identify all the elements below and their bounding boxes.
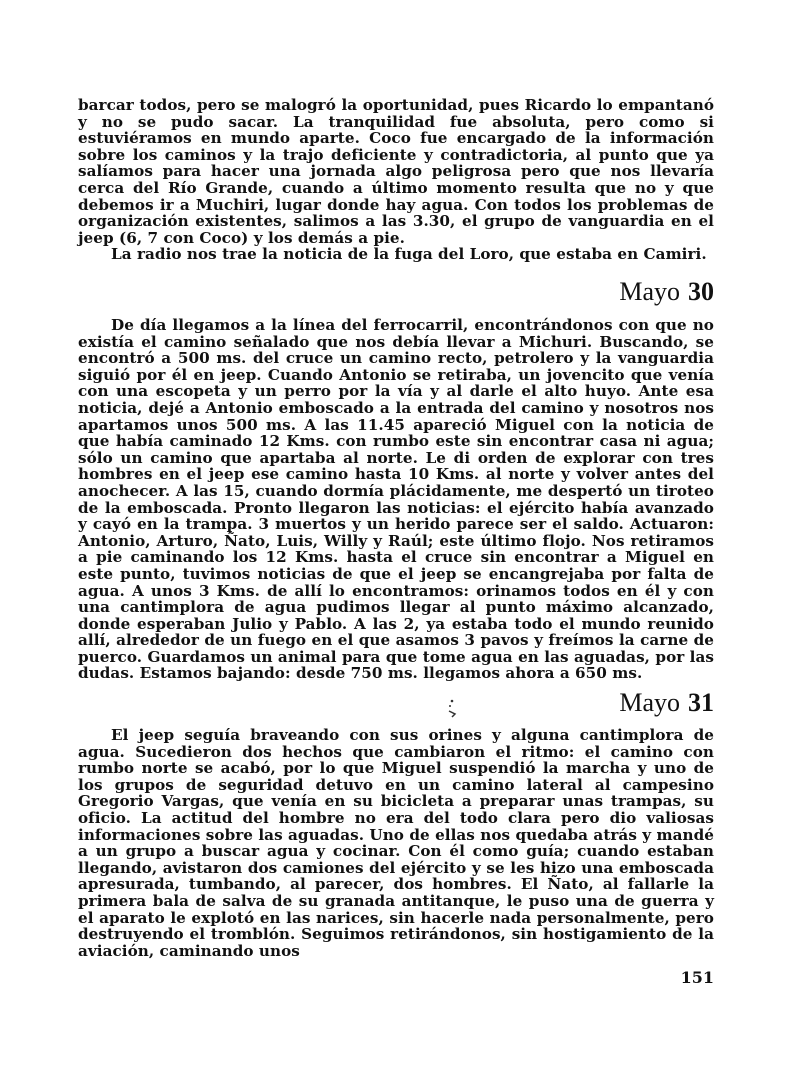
heading-month: Mayo [619,277,680,306]
heading-month: Mayo [619,688,680,717]
intro-paragraph-2: La radio nos trae la noticia de la fuga del Loro, que estaba en Camiri. [111,245,707,264]
entry-text-may-31 [78,727,714,959]
entry-text-may-30 [78,317,714,682]
ink-smudge-icon [446,697,460,719]
entry-heading-may-31 [619,688,714,718]
page-number: 151 [680,968,714,987]
heading-day: 30 [688,277,714,306]
entry-paragraph: El jeep seguía braveando con sus orines y alguna cantimplora de agua. Sucedieron dos hechos que cambiaron el ritmo: el camino con rumbo norte se acabó, por lo que Miguel suspendió la marcha y uno de los grupos de seguridad detuvo en un camino lateral al campesino Gregorio Vargas, que venía en su bicicleta a preparar unas trampas, su oficio. La actitud del hombre no era del todo clara pero dio valiosas informaciones sobre las aguadas. Uno de ellas nos quedaba atrás y mandé a un grupo a buscar agua y cocinar. Con él como guía; cuando estaban llegando, avistaron dos camiones del ejército y se les hizo una emboscada apresurada, tumbando, al parecer, dos hombres. El Ñato, al fallarle la primera bala de salva de su granada antitanque, le puso una de guerra y el aparato le explotó en las narices, sin hacerle nada personalmente, pero destruyendo el tromblón. Seguimos retirándonos, sin hostigamiento de la aviación, caminando unos [78,726,714,960]
intro-paragraph-1: barcar todos, pero se malogró la oportunidad, pues Ricardo lo empantanó y no se pudo sacar. La tranquilidad fue absoluta, pero como si estuviéramos en mundo aparte. Coco fue encargado de la información sobre los caminos y la trajo deficiente y contradictoria, al punto que ya salíamos para hacer una jornada algo peligrosa pero que nos llevaría cerca del Río Grande, cuando a último momento resulta que no y que debemos ir a Muchiri, lugar donde hay agua. Con todos los problemas de organización existentes, salimos a las 3.30, el grupo de vanguardia en el jeep (6, 7 con Coco) y los demás a pie. [78,96,714,247]
entry-paragraph: De día llegamos a la línea del ferrocarril, encontrándonos con que no existía el camino señalado que nos debía llevar a Michuri. Buscando, se encontró a 500 ms. del cruce un camino recto, petrolero y la vanguardia siguió por él en jeep. Cuando Antonio se retiraba, un jovencito que venía con una escopeta y un perro por la vía y al darle el alto huyo. Ante esa noticia, dejé a Antonio emboscado a la entrada del camino y nosotros nos apartamos unos 500 ms. A las 11.45 apareció Miguel con la noticia de que había caminado 12 Kms. con rumbo este sin encontrar casa ni agua; sólo un camino que apartaba al norte. Le di orden de explorar con tres hombres en el jeep ese camino hasta 10 Kms. al norte y volver antes del anochecer. A las 15, cuando dormía plácidamente, me despertó un tiroteo de la emboscada. Pronto llegaron las noticias: el ejército había avanzado y cayó en la trampa. 3 muertos y un herido parece ser el saldo. Actuaron: Antonio, Arturo, Ñato, Luis, Willy y Raúl; este último flojo. Nos retiramos a pie caminando los 12 Kms. hasta el cruce sin encontrar a Miguel en este punto, tuvimos noticias de que el jeep se encangrejaba por falta de agua. A unos 3 Kms. de allí lo encontramos: orinamos todos en él y con una cantimplora de agua pudimos llegar al punto máximo alcanzado, donde esperaban Julio y Pablo. A las 2, ya estaba todo el mundo reunido allí, alrededor de un fuego en el que asamos 3 pavos y freímos la carne de puerco. Guardamos un animal para que tome agua en las aguadas, por las dudas. Estamos bajando: desde 750 ms. llegamos ahora a 650 ms. [78,316,714,683]
intro-text [78,97,714,263]
heading-day: 31 [688,688,714,717]
entry-heading-may-30 [619,277,714,307]
